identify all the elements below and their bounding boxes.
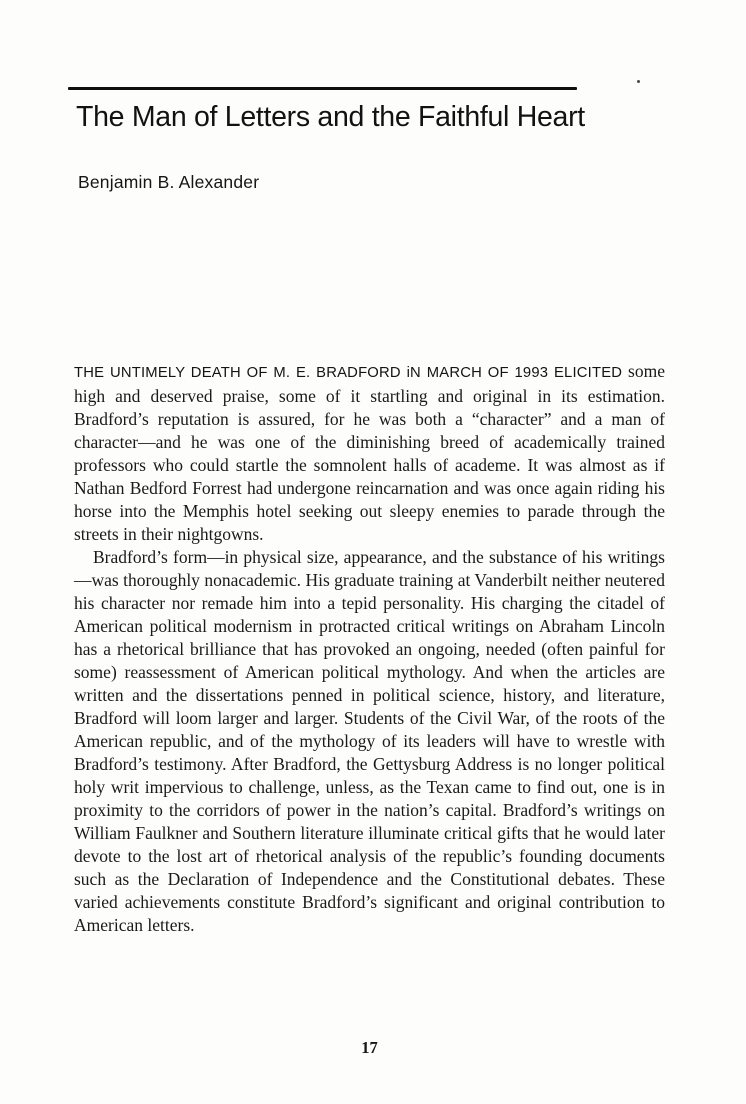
opening-caps-line: THE UNTIMELY DEATH OF M. E. BRADFORD iN MARCH OF 1993 ELICITED (74, 365, 623, 381)
article-body (74, 360, 665, 937)
page-number: 17 (361, 1038, 378, 1057)
title-rule-divider (68, 87, 577, 90)
chapter-title: The Man of Letters and the Faithful Heart (76, 101, 585, 133)
opening-paragraph-text: some high and deserved praise, some of it startling and original in its estimation. Bradford’s reputation is assured, for he was both a “character” and a man of character—and he was one of the diminishing breed of academically trained professors who could startle the somnolent halls of academe. It was almost as if Nathan Bedford Forrest had undergone reincarnation and was once again riding his horse into the Memphis hotel seeking out sleepy enemies to parade through the streets in their nightgowns. (74, 361, 665, 544)
author-name: Benjamin B. Alexander (78, 172, 260, 192)
scan-speck-dot (637, 80, 640, 83)
second-paragraph: Bradford’s form—in physical size, appearance, and the substance of his writings—was thoroughly nonacademic. His graduate training at Vanderbilt neither neutered his character nor remade him into a tepid personality. His charging the citadel of American political modernism in protracted critical writings on Abraham Lincoln has a rhetorical brilliance that has provoked an ongoing, needed (often painful for some) reassessment of American political mythology. And when the articles are written and the dissertations penned in political science, history, and literature, Bradford will loom larger and larger. Students of the Civil War, of the roots of the American republic, and of the mythology of its leaders will have to wrestle with Bradford’s testimony. After Bradford, the Gettysburg Address is no longer political holy writ impervious to challenge, unless, as the Texan came to find out, one is in proximity to the corridors of power in the nation’s capital. Bradford’s writings on William Faulkner and Southern literature illuminate critical gifts that he would later devote to the lost art of rhetorical analysis of the republic’s founding documents such as the Declaration of Independence and the Constitutional debates. These varied achievements constitute Bradford’s significant and original contribution to American letters. (74, 547, 665, 935)
opening-paragraph (74, 360, 665, 546)
